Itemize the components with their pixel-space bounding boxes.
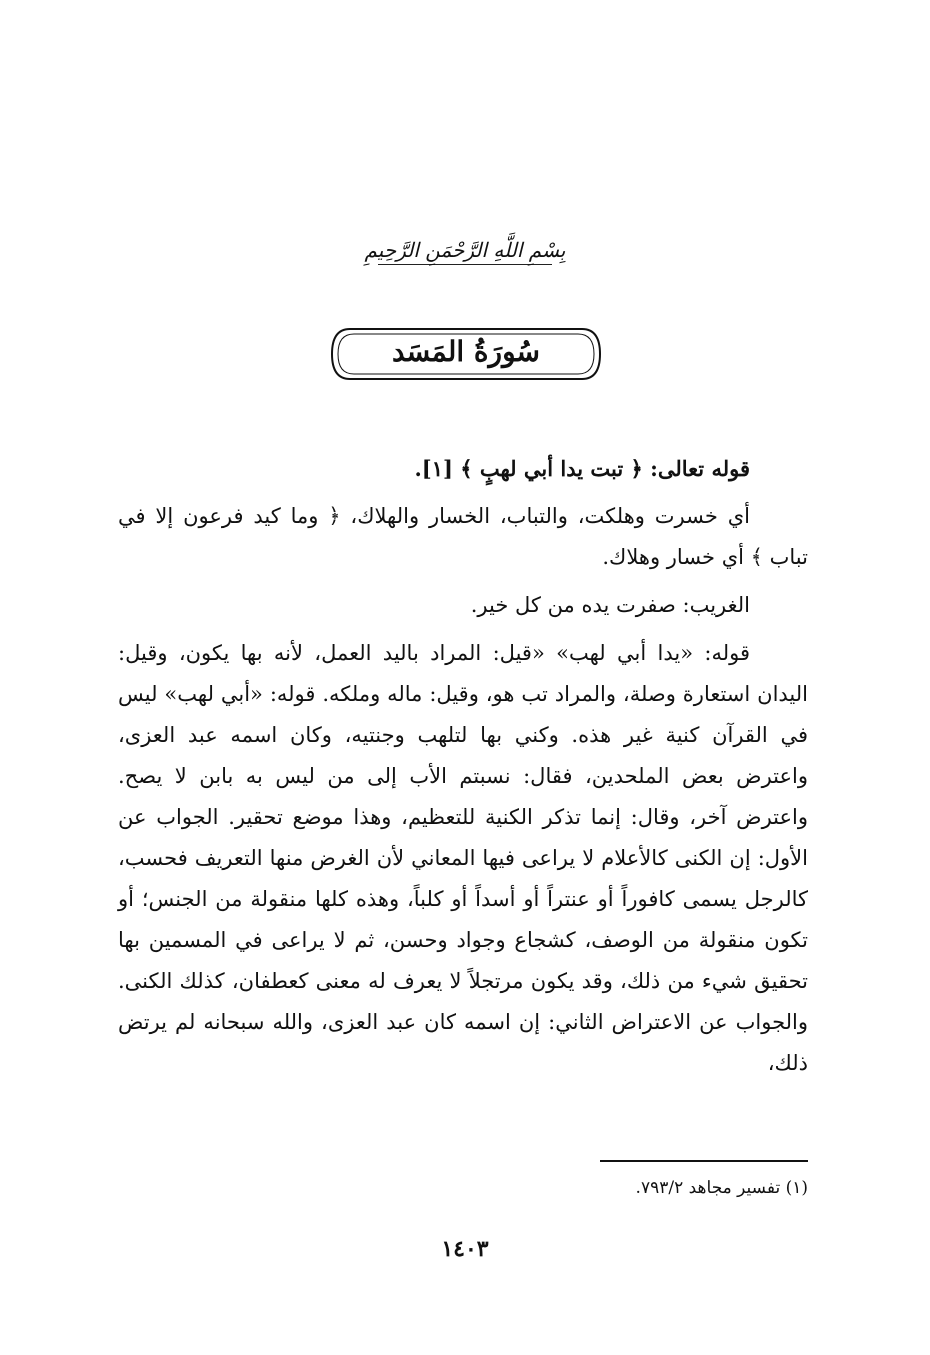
page-number: ١٤٠٣ bbox=[441, 1236, 489, 1262]
surah-title: سُورَةُ المَسَد bbox=[391, 335, 541, 368]
main-text bbox=[118, 448, 808, 1084]
commentary-paragraph: قوله: «يدا أبي لهب» «قيل: المراد باليد العمل، لأنه بها يكون، وقيل: اليدان استعارة وصلة، والمراد تب هو، وقيل: ماله وملكه. قوله: «أبي لهب» ليس في القرآن كنية غير هذه. وكني بها لتلهب وجنتيه، وكان اسمه عبد العزى، واعترض بعض الملحدين، فقال: نسبتم الأب إلى من ليس به بابن لا يصح. واعترض آخر، وقال: إنما تذكر الكنية للتعظيم، وهذا موضع تحقير. الجواب عن الأول: إن الكنى كالأعلام لا يراعى فيها المعاني لأن الغرض منها التعريف فحسب، كالرجل يسمى كافوراً أو عنتراً أو أسداً أو كلباً، وهذه كلها منقولة من الجنس؛ أو تكون منقولة من الوصف، كشجاع وجواد وحسن، ثم لا يراعى في المسمين بها تحقيق شيء من ذلك، وقد يكون مرتجلاً لا يعرف له معنى كعطفان، كذلك الكنى. والجواب عن الاعتراض الثاني: إن اسمه كان عبد العزى، والله سبحانه لم يرتض ذلك، bbox=[118, 641, 808, 1075]
footnote: (١) تفسير مجاهد ٧٩٣/٢. bbox=[635, 1178, 808, 1198]
gharib-paragraph: الغريب: صفرت يده من كل خير. bbox=[470, 593, 750, 617]
verse-paragraph: قوله تعالى: ﴿ تبت يدا أبي لهبٍ ﴾ [١]. bbox=[414, 456, 750, 481]
basmala-text: بِسْمِ اللَّهِ الرَّحْمَنِ الرَّحِيمِ bbox=[360, 238, 569, 262]
basmala-stroke bbox=[378, 264, 552, 265]
basmala-header bbox=[300, 238, 630, 278]
surah-title-frame bbox=[328, 325, 604, 383]
footnote-divider bbox=[600, 1160, 808, 1162]
explanation-paragraph: أي خسرت وهلكت، والتباب، الخسار والهلاك، ﴿ وما كيد فرعون إلا في تباب ﴾ أي خسار وهلاك. bbox=[118, 504, 808, 569]
